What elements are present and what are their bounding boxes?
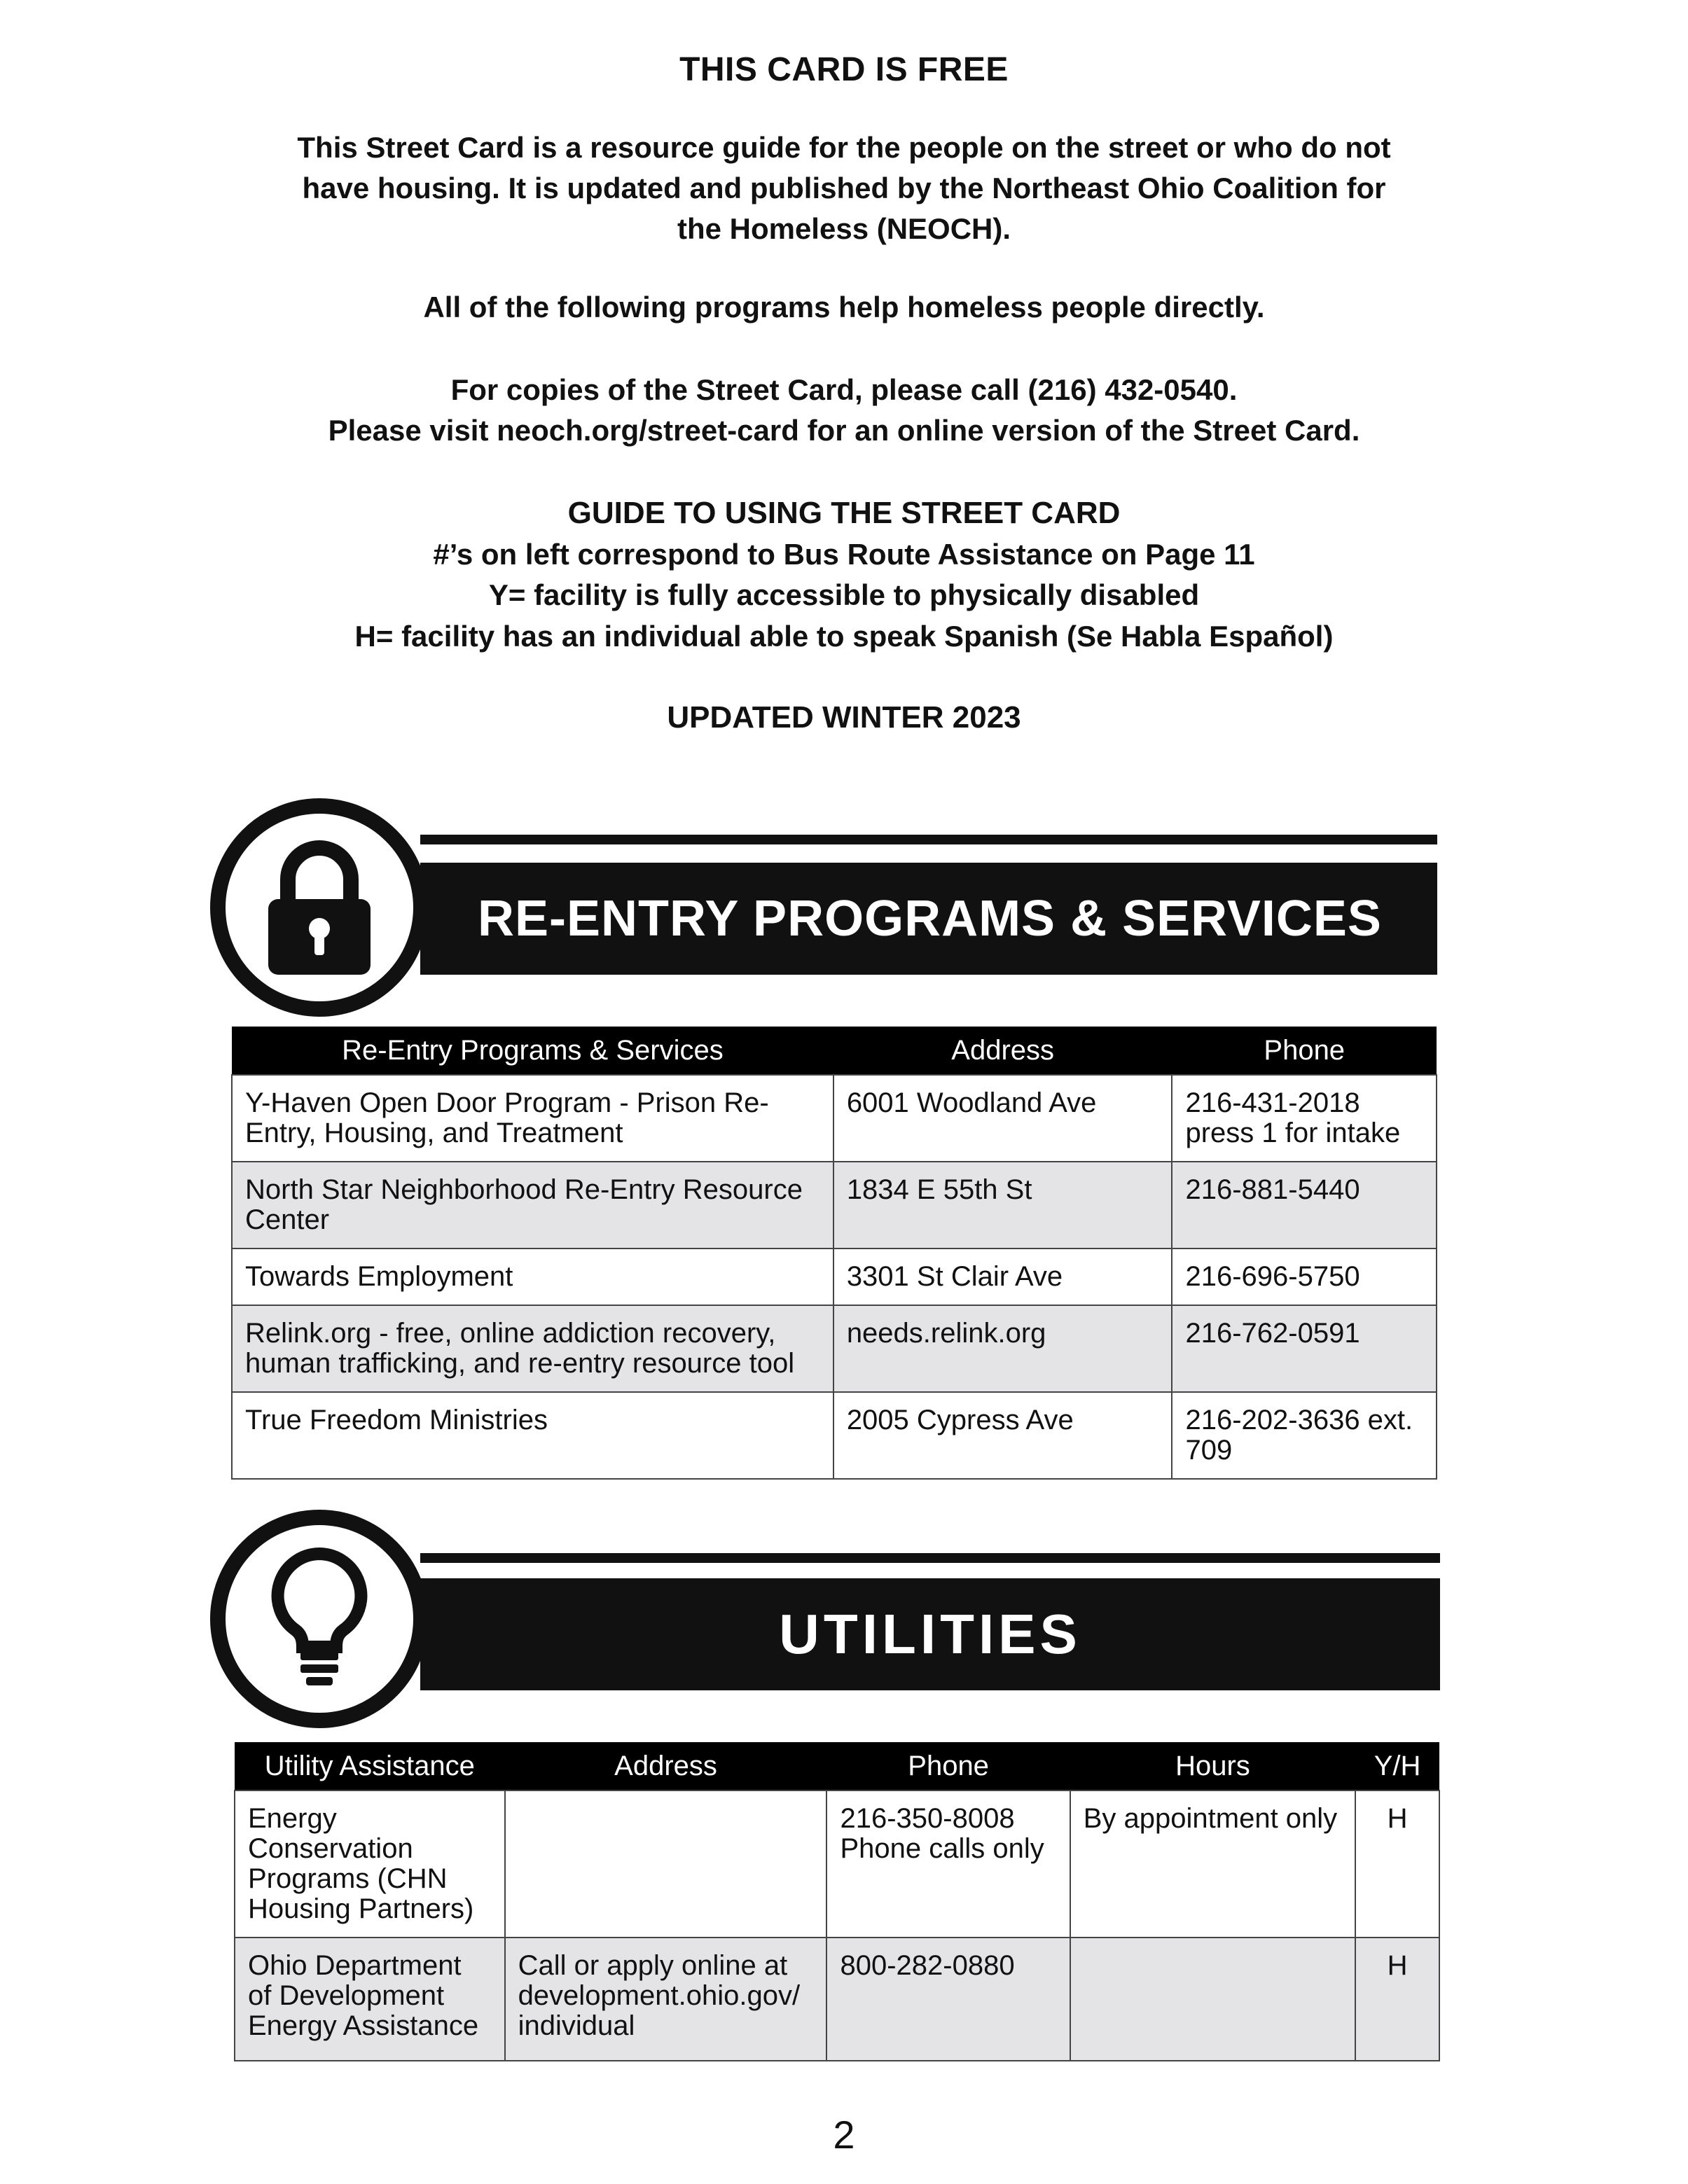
intro-line: have housing. It is updated and published by the Northeast Ohio Coalition for bbox=[302, 172, 1386, 204]
table-header-row bbox=[235, 1742, 1439, 1790]
intro-paragraph bbox=[0, 127, 1688, 249]
lock-icon-circle bbox=[210, 798, 429, 1017]
program-cell: Ohio Department of Development Energy Assistance bbox=[235, 1938, 505, 2061]
yh-cell: H bbox=[1355, 1938, 1439, 2061]
utilities-table bbox=[234, 1742, 1440, 2061]
phone-cell: 216-431-2018 press 1 for intake bbox=[1172, 1075, 1437, 1162]
updated-label: UPDATED WINTER 2023 bbox=[667, 700, 1021, 735]
address-cell bbox=[505, 1790, 827, 1938]
table-row bbox=[232, 1249, 1437, 1305]
phone-cell: 216-696-5750 bbox=[1172, 1249, 1437, 1305]
page-number: 2 bbox=[833, 2113, 855, 2157]
hours-cell bbox=[1070, 1938, 1355, 2061]
column-header: Hours bbox=[1070, 1742, 1355, 1790]
reentry-table bbox=[231, 1027, 1437, 1480]
program-cell: North Star Neighborhood Re-Entry Resource Center bbox=[232, 1162, 833, 1249]
phone-cell: 216-762-0591 bbox=[1172, 1305, 1437, 1392]
guide-line: #’s on left correspond to Bus Route Assistance on Page 11 bbox=[433, 538, 1255, 571]
banner-title: UTILITIES bbox=[779, 1603, 1081, 1665]
banner-top-rule bbox=[420, 1553, 1440, 1563]
column-header: Phone bbox=[1172, 1027, 1437, 1075]
banner-title: RE-ENTRY PROGRAMS & SERVICES bbox=[478, 891, 1382, 947]
address-cell: 2005 Cypress Ave bbox=[833, 1392, 1172, 1479]
column-header: Address bbox=[505, 1742, 827, 1790]
visit-prefix: Please visit bbox=[328, 414, 497, 447]
hours-cell: By appointment only bbox=[1070, 1790, 1355, 1938]
table-row bbox=[232, 1305, 1437, 1392]
address-cell[interactable]: needs.relink.org bbox=[833, 1305, 1172, 1392]
table-header-row bbox=[232, 1027, 1437, 1075]
address-cell: 6001 Woodland Ave bbox=[833, 1075, 1172, 1162]
reentry-banner bbox=[0, 798, 1688, 1008]
phone-cell: 216-202-3636 ext. 709 bbox=[1172, 1392, 1437, 1479]
table-row bbox=[235, 1790, 1439, 1938]
guide-line: Y= facility is fully accessible to physically disabled bbox=[488, 578, 1200, 611]
lightbulb-icon-circle bbox=[210, 1510, 429, 1728]
phone-cell: 216-350-8008 Phone calls only bbox=[826, 1790, 1070, 1938]
guide-line: H= facility has an individual able to speak Spanish (Se Habla Español) bbox=[354, 620, 1334, 653]
intro-line: This Street Card is a resource guide for the people on the street or who do not bbox=[297, 131, 1391, 164]
table-row bbox=[232, 1075, 1437, 1162]
phone-cell: 800-282-0880 bbox=[826, 1938, 1070, 2061]
column-header: Re-Entry Programs & Services bbox=[232, 1027, 833, 1075]
lock-icon bbox=[260, 837, 379, 978]
visit-suffix: for an online version of the Street Card. bbox=[798, 414, 1360, 447]
phone-cell: 216-881-5440 bbox=[1172, 1162, 1437, 1249]
copies-line: For copies of the Street Card, please call (216) 432-0540. bbox=[450, 373, 1238, 406]
lightbulb-icon bbox=[267, 1545, 372, 1692]
program-cell: Energy Conservation Programs (CHN Housing Partners) bbox=[235, 1790, 505, 1938]
card-title: THIS CARD IS FREE bbox=[679, 51, 1009, 88]
banner-top-rule bbox=[420, 835, 1437, 844]
table-row bbox=[232, 1162, 1437, 1249]
program-cell: Relink.org - free, online addiction recovery, human trafficking, and re-entry resource tool bbox=[232, 1305, 833, 1392]
program-cell: Towards Employment bbox=[232, 1249, 833, 1305]
help-line: All of the following programs help homeless people directly. bbox=[423, 291, 1265, 324]
address-cell: Call or apply online at development.ohio.gov/ individual bbox=[505, 1938, 827, 2061]
utilities-banner bbox=[0, 1510, 1688, 1720]
guide-heading: GUIDE TO USING THE STREET CARD bbox=[567, 496, 1121, 530]
visit-line bbox=[0, 414, 1688, 447]
street-card-link[interactable]: neoch.org/street-card bbox=[497, 414, 799, 447]
intro-line: the Homeless (NEOCH). bbox=[677, 212, 1011, 245]
program-cell: True Freedom Ministries bbox=[232, 1392, 833, 1479]
column-header: Utility Assistance bbox=[235, 1742, 505, 1790]
address-cell: 1834 E 55th St bbox=[833, 1162, 1172, 1249]
program-cell: Y-Haven Open Door Program - Prison Re-Entry, Housing, and Treatment bbox=[232, 1075, 833, 1162]
yh-cell: H bbox=[1355, 1790, 1439, 1938]
column-header: Y/H bbox=[1355, 1742, 1439, 1790]
table-row bbox=[235, 1938, 1439, 2061]
column-header: Phone bbox=[826, 1742, 1070, 1790]
table-row bbox=[232, 1392, 1437, 1479]
address-cell: 3301 St Clair Ave bbox=[833, 1249, 1172, 1305]
column-header: Address bbox=[833, 1027, 1172, 1075]
